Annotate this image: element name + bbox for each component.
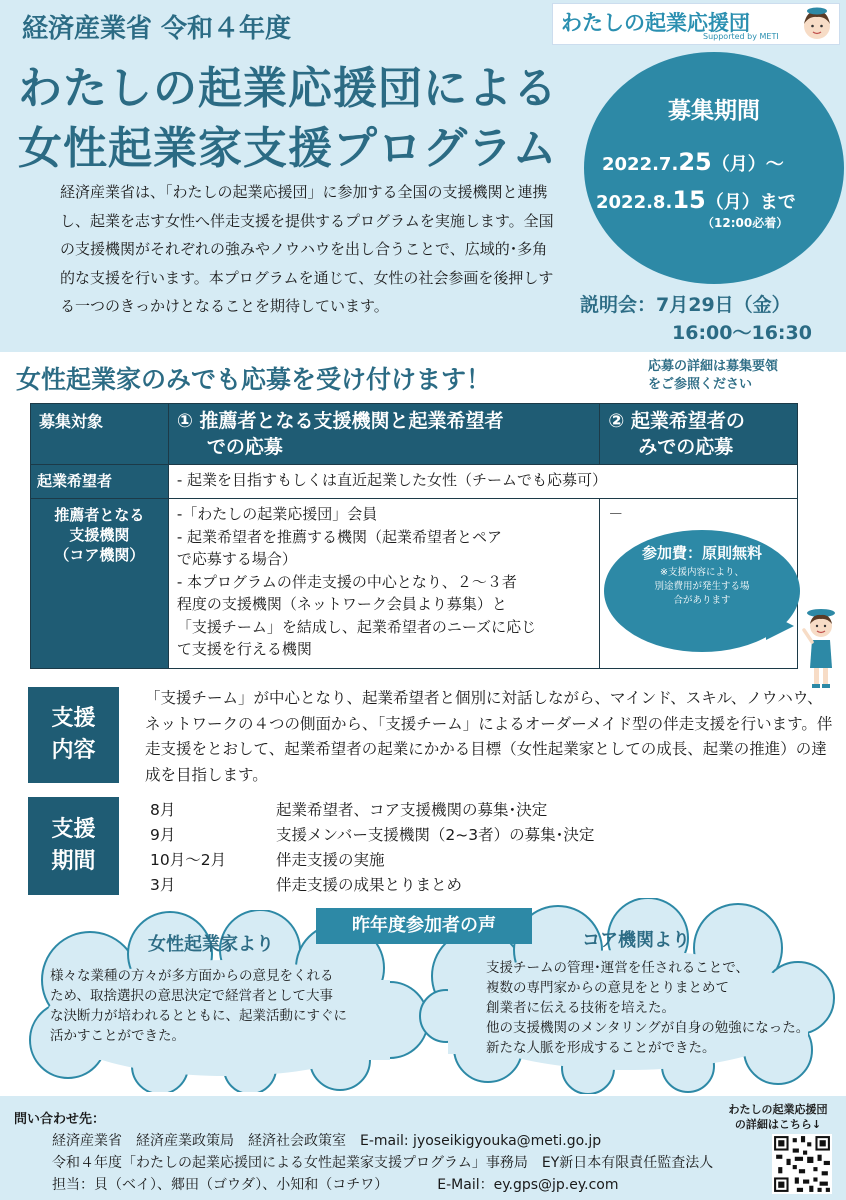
ministry-label: 経済産業省 令和４年度 bbox=[22, 14, 292, 44]
page-title-line2: 女性起業家支援プログラム bbox=[18, 123, 558, 174]
table-header-target: 募集対象 bbox=[31, 404, 169, 465]
support-content-text: 「支援チーム」が中心となり、起業希望者と個別に対話しながら、マインド、スキル、ノウハウ、ネットワークの４つの側面から、「支援チーム」によるオーダーメイド型の伴走支援を行います。伴走支援をとおして、起業希望者の起業にかかる目標（女性起業家としての成長、起業の推進）の達成を目指します。 bbox=[145, 689, 833, 784]
table-header-option2: ② 起業希望者の みでの応募 bbox=[600, 404, 798, 465]
page-title-line1: わたしの起業応援団による bbox=[18, 63, 558, 114]
row-body-core-org: -「わたしの起業応援団」会員 - 起業希望者を推薦する機関（起業希望者とペア で応募する場合） - 本プログラムの伴走支援の中心となり、２～３者 程度の支援機関（ネットワーク会員より募集）と 「支援チーム」を結成し、起業希望者のニーズに応じ て支援を行える機関 bbox=[168, 499, 599, 669]
logo-subtext: Supported by METI bbox=[703, 32, 779, 41]
voice-left-text: 様々な業種の方々が多方面からの意見をくれる ため、取捨選択の意思決定で経営者として大事 な決断力が培われるとともに、起業活動にすぐに 活かすことができた。 bbox=[50, 968, 347, 1044]
support-content-tag: 支援 内容 bbox=[28, 687, 119, 783]
logo-text: わたしの起業応援団 bbox=[561, 11, 750, 35]
voices-banner: 昨年度参加者の声 bbox=[316, 908, 532, 944]
row-label-applicant: 起業希望者 bbox=[31, 465, 169, 499]
contact-footer bbox=[0, 1096, 846, 1200]
row-body-applicant: - 起業を目指すもしくは直近起業した女性（チームでも応募可） bbox=[168, 465, 797, 499]
fee-note: ※支援内容により、 別途費用が発生する場 合があります bbox=[654, 567, 750, 606]
recruitment-period-circle bbox=[584, 52, 844, 284]
voice-left-title: 女性起業家より bbox=[148, 934, 274, 955]
support-period-tag: 支援 期間 bbox=[28, 797, 119, 895]
voice-right-text: 支援チームの管理･運営を任されることで、 複数の専門家からの意見をとりまとめて 創業者に伝える技術を培えた。 他の支援機関のメンタリングが自身の勉強になった。 新たな人脈を形成することができた。 bbox=[486, 960, 810, 1056]
contact-staff: 担当：貝（ベイ）、郷田（ゴウダ）、小知和（コチワ） E-Mail：ey.gps@jp.ey.com bbox=[52, 1177, 619, 1193]
headline-note: 応募の詳細は募集要領 をご参照ください bbox=[648, 359, 779, 392]
contact-label: 問い合わせ先： bbox=[14, 1112, 106, 1127]
contact-office: 令和４年度「わたしの起業応援団による女性起業家支援プログラム」事務局 EY新日本有限責任監査法人 bbox=[52, 1155, 714, 1171]
briefing-time: 16:00～16:30 bbox=[672, 322, 812, 344]
mascot-icon bbox=[798, 604, 844, 690]
headline: 女性起業家のみでも応募を受け付けます！ bbox=[16, 365, 492, 394]
qr-label: わたしの起業応援団 の詳細はこちら↓ bbox=[728, 1103, 828, 1131]
briefing-date: 説明会：7月29日（金） bbox=[580, 294, 791, 316]
fee-bubble bbox=[604, 530, 800, 652]
header-band bbox=[0, 0, 846, 352]
fee-title: 参加費：原則無料 bbox=[641, 544, 762, 562]
table-row bbox=[31, 465, 798, 499]
row-body-option2-core: － bbox=[600, 499, 798, 669]
deadline-note: （12:00必着） bbox=[702, 216, 789, 230]
voice-right-title: コア機関より bbox=[582, 930, 690, 951]
recruitment-title: 募集期間 bbox=[668, 98, 760, 124]
row-label-core-org: 推薦者となる 支援機関 （コア機関） bbox=[31, 499, 169, 669]
mascot-face-icon bbox=[799, 6, 835, 42]
recruitment-start-date: 2022.7.25（月）～ bbox=[602, 148, 784, 176]
recruitment-end-date: 2022.8.15（月）まで bbox=[596, 186, 796, 214]
program-logo bbox=[552, 3, 840, 45]
table-header-row bbox=[31, 404, 798, 465]
table-header-option1: ① 推薦者となる支援機関と起業希望者 での応募 bbox=[168, 404, 599, 465]
qr-code-icon[interactable] bbox=[772, 1134, 832, 1194]
intro-paragraph: 経済産業省は、「わたしの起業応援団」に参加する全国の支援機関と連携し、起業を志す女性へ伴走支援を提供するプログラムを実施します。全国の支援機関がそれぞれの強みやノウハウを出し合うことで、広域的･多角的な支援を行います。本プログラムを通じて、女性の社会参画を後押しする一つのきっかけとなることを期待しています。 bbox=[60, 183, 554, 316]
contact-meti: 経済産業省 経済産業政策局 経済社会政策室 E-mail: jyoseikigyouka@meti.go.jp bbox=[52, 1133, 602, 1149]
